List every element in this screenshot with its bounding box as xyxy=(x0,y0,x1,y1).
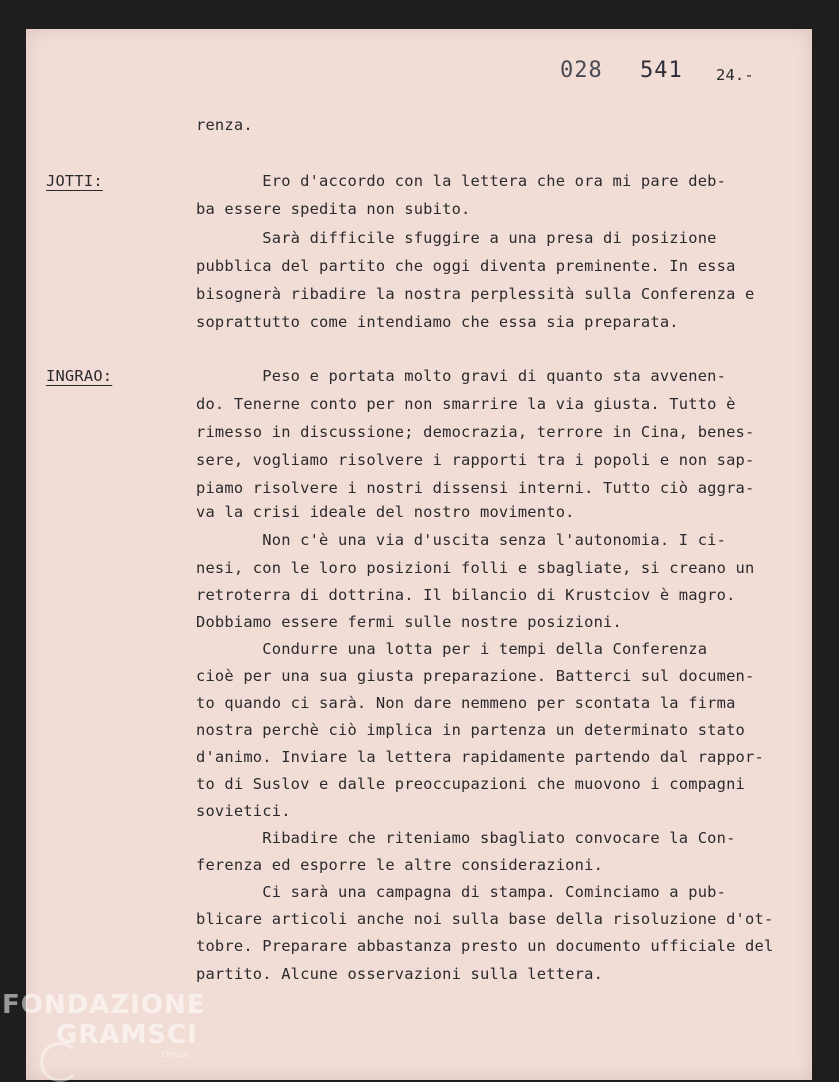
watermark-logo xyxy=(2,990,206,1060)
paragraph-line: to di Suslov e dalle preoccupazioni che muovono i compagni xyxy=(196,775,746,793)
watermark-line2: GRAMSCI xyxy=(56,1020,198,1050)
archive-number-2: 541 xyxy=(640,58,683,83)
paragraph-line: va la crisi ideale del nostro movimento. xyxy=(196,503,575,521)
paragraph-line: Ero d'accordo con la lettera che ora mi pare deb- xyxy=(196,172,727,190)
paragraph-line: rimesso in discussione; democrazia, terrore in Cina, benes- xyxy=(196,423,755,441)
paragraph-line: blicare articoli anche noi sulla base della risoluzione d'ot- xyxy=(196,910,774,928)
watermark-line1: FONDAZIONE xyxy=(2,990,206,1020)
page-number: 24.- xyxy=(716,66,754,84)
paragraph-line: Ribadire che riteniamo sbagliato convocare la Con- xyxy=(196,829,736,847)
paragraph-line: piamo risolvere i nostri dissensi interni. Tutto ciò aggra- xyxy=(196,479,755,497)
paragraph-line: nesi, con le loro posizioni folli e sbagliate, si creano un xyxy=(196,559,755,577)
speaker-label-jotti: JOTTI: xyxy=(46,172,103,190)
paragraph-line: cioè per una sua giusta preparazione. Batterci sul documen- xyxy=(196,667,755,685)
paragraph-line: Peso e portata molto gravi di quanto sta avvenen- xyxy=(196,367,727,385)
paragraph-line: Dobbiamo essere fermi sulle nostre posizioni. xyxy=(196,613,622,631)
paragraph-line: bisognerà ribadire la nostra perplessità sulla Conferenza e xyxy=(196,285,755,303)
paragraph-line: Sarà difficile sfuggire a una presa di posizione xyxy=(196,229,717,247)
continuation-text: renza. xyxy=(196,116,253,134)
paragraph-line: ferenza ed esporre le altre considerazioni. xyxy=(196,856,604,874)
paragraph-line: partito. Alcune osservazioni sulla lettera. xyxy=(196,965,604,983)
paragraph-line: sovietici. xyxy=(196,802,291,820)
paragraph-line: Condurre una lotta per i tempi della Conferenza xyxy=(196,640,708,658)
paragraph-line: Ci sarà una campagna di stampa. Cominciamo a pub- xyxy=(196,883,727,901)
paragraph-line: to quando ci sarà. Non dare nemmeno per scontata la firma xyxy=(196,694,736,712)
paragraph-line: retroterra di dottrina. Il bilancio di Krustciov è magro. xyxy=(196,586,736,604)
paragraph-line: sere, vogliamo risolvere i rapporti tra i popoli e non sap- xyxy=(196,451,755,469)
paragraph-line: pubblica del partito che oggi diventa preminente. In essa xyxy=(196,257,736,275)
archive-number-1: 028 xyxy=(560,58,603,83)
watermark-small: Onlus xyxy=(162,1050,188,1060)
paragraph-line: ba essere spedita non subito. xyxy=(196,200,471,218)
speaker-label-ingrao: INGRAO: xyxy=(46,367,113,385)
paragraph-line: do. Tenerne conto per non smarrire la via giusta. Tutto è xyxy=(196,395,736,413)
paragraph-line: d'animo. Inviare la lettera rapidamente partendo dal rappor- xyxy=(196,748,764,766)
paragraph-line: nostra perchè ciò implica in partenza un determinato stato xyxy=(196,721,746,739)
paragraph-line: tobre. Preparare abbastanza presto un documento ufficiale del xyxy=(196,937,774,955)
watermark-g-icon xyxy=(40,1042,80,1082)
paragraph-line: Non c'è una via d'uscita senza l'autonomia. I ci- xyxy=(196,531,727,549)
paragraph-line: soprattutto come intendiamo che essa sia preparata. xyxy=(196,313,679,331)
